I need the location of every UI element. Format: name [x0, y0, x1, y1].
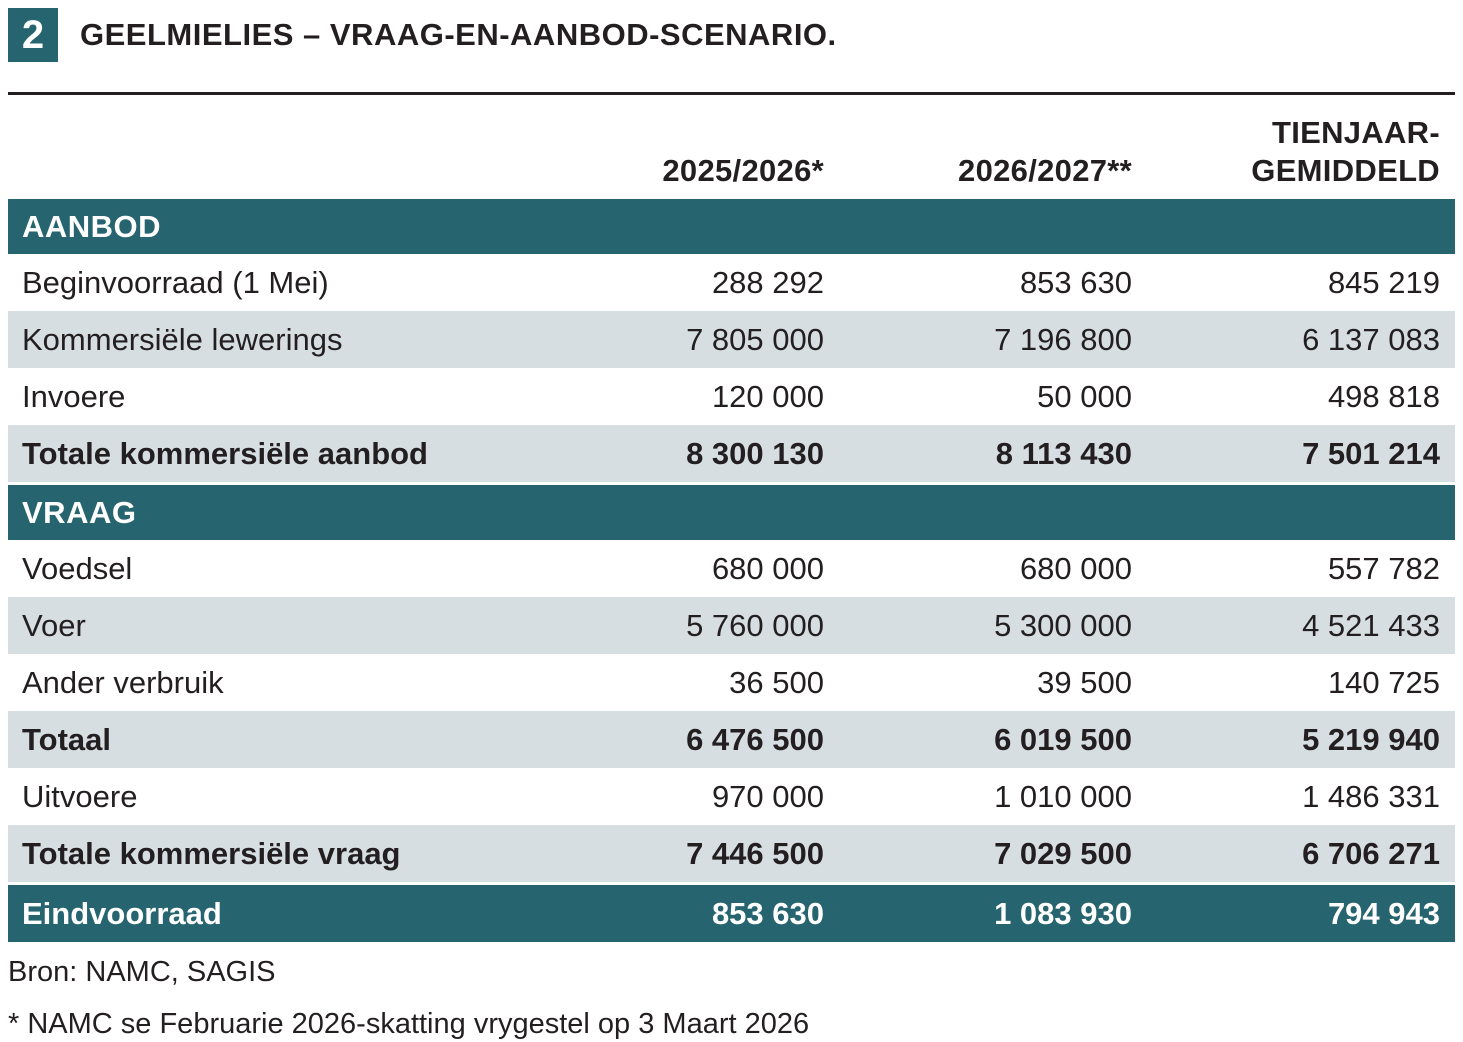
row-value: 6 137 083: [1302, 321, 1440, 357]
column-header-line2: GEMIDDELD: [1251, 153, 1440, 189]
row-label: Uitvoere: [22, 778, 138, 814]
row-value: 288 292: [711, 264, 824, 300]
row-value: 498 818: [1327, 378, 1440, 414]
row-value: 680 000: [1019, 550, 1132, 586]
row-value: 6 476 500: [686, 721, 824, 757]
row-value: 1 083 930: [994, 895, 1132, 931]
column-header-tienjaar-gemiddeld: [1132, 114, 1455, 192]
supply-demand-table: [8, 199, 1455, 942]
row-value: 7 196 800: [994, 321, 1132, 357]
section-header-row: [8, 199, 1455, 254]
source-note: Bron: NAMC, SAGIS: [8, 956, 276, 988]
table-row: [8, 368, 1455, 425]
row-label: Ander verbruik: [22, 664, 224, 700]
section-header-label: AANBOD: [22, 208, 162, 244]
figure-titlebar: [0, 0, 1463, 62]
column-header-2026-2027: 2026/2027**: [958, 153, 1132, 189]
row-label: Beginvoorraad (1 Mei): [22, 264, 329, 300]
row-value: 557 782: [1327, 550, 1440, 586]
table-row: [8, 885, 1455, 942]
row-value: 7 501 214: [1302, 435, 1440, 471]
section-header-label: VRAAG: [22, 494, 137, 530]
row-label: Totale kommersiële vraag: [22, 835, 401, 871]
row-value: 6 019 500: [994, 721, 1132, 757]
table-row: [8, 254, 1455, 311]
row-label: Totaal: [22, 721, 111, 757]
row-value: 50 000: [1037, 378, 1132, 414]
row-label: Kommersiële lewerings: [22, 321, 343, 357]
row-label: Voer: [22, 607, 86, 643]
row-value: 5 760 000: [686, 607, 824, 643]
section-header-row: [8, 485, 1455, 540]
row-value: 6 706 271: [1302, 835, 1440, 871]
row-value: 853 630: [1019, 264, 1132, 300]
row-value: 680 000: [711, 550, 824, 586]
row-label: Eindvoorraad: [22, 895, 222, 931]
row-label: Voedsel: [22, 550, 133, 586]
table-row: [8, 825, 1455, 882]
row-value: 7 446 500: [686, 835, 824, 871]
table-row: [8, 711, 1455, 768]
table-row: [8, 597, 1455, 654]
row-value: 4 521 433: [1302, 607, 1440, 643]
row-value: 7 805 000: [686, 321, 824, 357]
row-value: 36 500: [729, 664, 824, 700]
row-value: 1 486 331: [1302, 778, 1440, 814]
row-value: 845 219: [1327, 264, 1440, 300]
row-value: 8 300 130: [686, 435, 824, 471]
row-value: 970 000: [711, 778, 824, 814]
row-value: 5 300 000: [994, 607, 1132, 643]
row-value: 120 000: [711, 378, 824, 414]
row-value: 853 630: [711, 895, 824, 931]
row-label: Invoere: [22, 378, 126, 414]
figure-title: GEELMIELIES – VRAAG-EN-AANBOD-SCENARIO.: [80, 17, 837, 52]
row-value: 8 113 430: [995, 435, 1132, 471]
table-column-headers: [8, 95, 1455, 199]
table-row: [8, 425, 1455, 482]
row-value: 7 029 500: [994, 835, 1132, 871]
table-row: [8, 768, 1455, 825]
row-value: 5 219 940: [1302, 721, 1440, 757]
figure-number-badge: 2: [8, 8, 58, 62]
row-label: Totale kommersiële aanbod: [22, 435, 428, 471]
row-value: 794 943: [1327, 895, 1440, 931]
table-row: [8, 540, 1455, 597]
footnote: * NAMC se Februarie 2026-skatting vrygestel op 3 Maart 2026: [8, 1008, 810, 1040]
row-value: 39 500: [1037, 664, 1132, 700]
row-value: 1 010 000: [994, 778, 1132, 814]
table-row: [8, 311, 1455, 368]
column-header-2025-2026: 2025/2026*: [662, 153, 824, 189]
table-row: [8, 654, 1455, 711]
column-header-line1: TIENJAAR-: [1271, 114, 1440, 150]
row-value: 140 725: [1327, 664, 1440, 700]
